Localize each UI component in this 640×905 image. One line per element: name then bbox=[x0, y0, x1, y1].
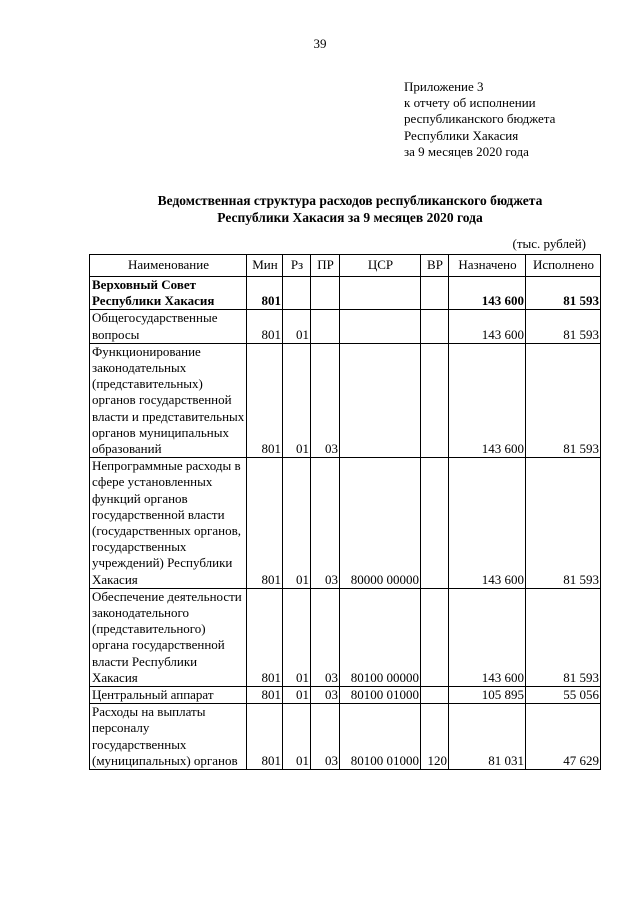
header-assigned: Назначено bbox=[449, 255, 526, 277]
cell-min: 801 bbox=[247, 343, 283, 457]
cell-rz: 01 bbox=[283, 458, 311, 589]
cell-assigned: 105 895 bbox=[449, 687, 526, 704]
cell-rz: 01 bbox=[283, 310, 311, 343]
cell-executed: 81 593 bbox=[526, 310, 601, 343]
cell-csr: 80100 01000 bbox=[340, 687, 421, 704]
cell-pr: 03 bbox=[311, 343, 340, 457]
cell-csr: 80000 00000 bbox=[340, 458, 421, 589]
cell-name: Расходы на выплаты персоналу государственных (муниципальных) органов bbox=[90, 704, 247, 770]
cell-min: 801 bbox=[247, 588, 283, 686]
cell-pr: 03 bbox=[311, 704, 340, 770]
appendix-line: к отчету об исполнении bbox=[404, 95, 536, 111]
header-rz: Рз bbox=[283, 255, 311, 277]
table-row bbox=[90, 310, 601, 343]
cell-pr: 03 bbox=[311, 588, 340, 686]
table-row bbox=[90, 343, 601, 457]
cell-assigned: 143 600 bbox=[449, 588, 526, 686]
appendix-line: республиканского бюджета bbox=[404, 111, 556, 127]
cell-pr bbox=[311, 277, 340, 310]
cell-name: Центральный аппарат bbox=[90, 687, 247, 704]
cell-name: Непрограммные расходы в сфере установленных функций органов государственной власти (государственных органов, государственных учреждений) Республики Хакасия bbox=[90, 458, 247, 589]
cell-vr bbox=[421, 310, 449, 343]
cell-vr bbox=[421, 277, 449, 310]
header-csr: ЦСР bbox=[340, 255, 421, 277]
cell-rz: 01 bbox=[283, 588, 311, 686]
cell-assigned: 143 600 bbox=[449, 343, 526, 457]
cell-executed: 81 593 bbox=[526, 458, 601, 589]
cell-executed: 81 593 bbox=[526, 343, 601, 457]
cell-vr bbox=[421, 458, 449, 589]
cell-assigned: 81 031 bbox=[449, 704, 526, 770]
cell-vr bbox=[421, 687, 449, 704]
appendix-line: за 9 месяцев 2020 года bbox=[404, 143, 529, 159]
table-row bbox=[90, 277, 601, 310]
cell-executed: 81 593 bbox=[526, 588, 601, 686]
table-header-row bbox=[90, 255, 601, 277]
header-min: Мин bbox=[247, 255, 283, 277]
header-executed: Исполнено bbox=[526, 255, 601, 277]
cell-vr bbox=[421, 343, 449, 457]
cell-csr bbox=[340, 343, 421, 457]
cell-name: Верховный Совет Республики Хакасия bbox=[90, 277, 247, 310]
title-line: Ведомственная структура расходов республиканского бюджета bbox=[157, 193, 543, 208]
cell-assigned: 143 600 bbox=[449, 458, 526, 589]
expenditure-table bbox=[89, 254, 601, 770]
cell-assigned: 143 600 bbox=[449, 277, 526, 310]
cell-csr bbox=[340, 310, 421, 343]
appendix-line: Приложение 3 bbox=[404, 79, 484, 94]
appendix-note bbox=[404, 79, 555, 160]
cell-min: 801 bbox=[247, 277, 283, 310]
cell-executed: 55 056 bbox=[526, 687, 601, 704]
table-row bbox=[90, 704, 601, 770]
header-pr: ПР bbox=[311, 255, 340, 277]
cell-name: Общегосударственные вопросы bbox=[90, 310, 247, 343]
cell-min: 801 bbox=[247, 310, 283, 343]
cell-csr bbox=[340, 277, 421, 310]
table-row bbox=[90, 458, 601, 589]
cell-csr: 80100 01000 bbox=[340, 704, 421, 770]
units-note: (тыс. рублей) bbox=[512, 236, 586, 251]
cell-min: 801 bbox=[247, 687, 283, 704]
cell-pr bbox=[311, 310, 340, 343]
cell-min: 801 bbox=[247, 458, 283, 589]
cell-rz: 01 bbox=[283, 343, 311, 457]
title-line: Республики Хакасия за 9 месяцев 2020 года bbox=[217, 210, 483, 225]
cell-executed: 47 629 bbox=[526, 704, 601, 770]
cell-pr: 03 bbox=[311, 458, 340, 589]
cell-vr bbox=[421, 588, 449, 686]
document-title bbox=[90, 192, 610, 226]
appendix-line: Республики Хакасия bbox=[404, 127, 519, 143]
cell-rz: 01 bbox=[283, 687, 311, 704]
cell-executed: 81 593 bbox=[526, 277, 601, 310]
cell-name: Обеспечение деятельности законодательного (представительного) органа государственной власти Республики Хакасия bbox=[90, 588, 247, 686]
cell-assigned: 143 600 bbox=[449, 310, 526, 343]
table-row bbox=[90, 687, 601, 704]
cell-rz bbox=[283, 277, 311, 310]
page-number: 39 bbox=[313, 36, 327, 51]
cell-vr: 120 bbox=[421, 704, 449, 770]
cell-csr: 80100 00000 bbox=[340, 588, 421, 686]
table-row bbox=[90, 588, 601, 686]
cell-name: Функционирование законодательных (представительных) органов государственной власти и представительных органов муниципальных образований bbox=[90, 343, 247, 457]
header-vr: ВР bbox=[421, 255, 449, 277]
cell-rz: 01 bbox=[283, 704, 311, 770]
cell-pr: 03 bbox=[311, 687, 340, 704]
header-name: Наименование bbox=[90, 255, 247, 277]
cell-min: 801 bbox=[247, 704, 283, 770]
